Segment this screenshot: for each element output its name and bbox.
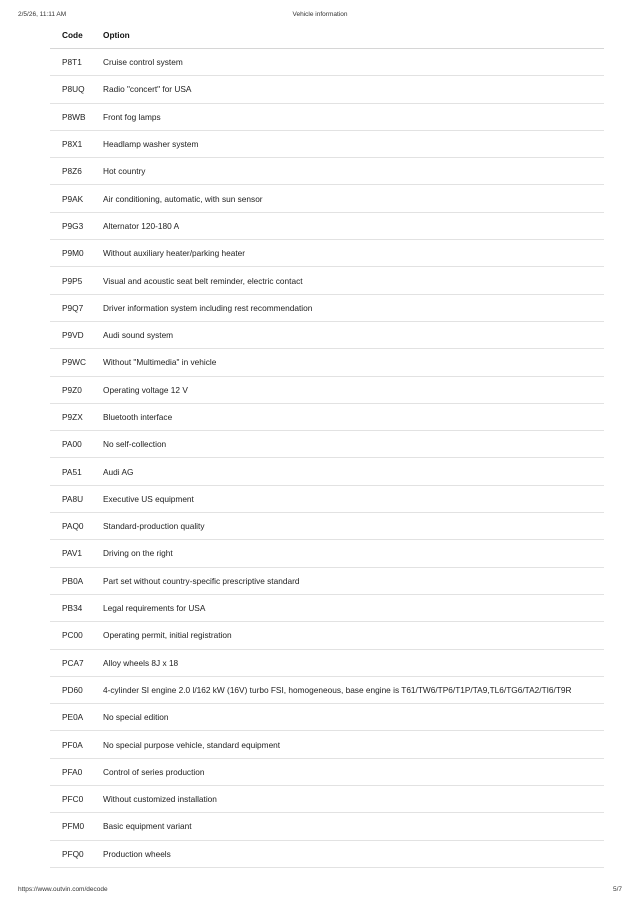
table-row [50,158,604,185]
table-row [50,813,604,840]
option-code-cell: PF0A [50,731,91,758]
option-description-cell: Basic equipment variant [91,813,604,840]
table-row [50,49,604,76]
option-code-cell: P8Z6 [50,158,91,185]
option-description-cell: Air conditioning, automatic, with sun sensor [91,185,604,212]
table-row [50,840,604,867]
option-code-cell: P9P5 [50,267,91,294]
option-description-cell: No special edition [91,704,604,731]
option-code-cell: P8UQ [50,76,91,103]
option-description-cell: Production wheels [91,840,604,867]
print-datetime: 2/5/26, 11:11 AM [18,11,67,18]
option-code-cell: P8T1 [50,49,91,76]
print-header [18,11,622,21]
option-code-cell: P9WC [50,349,91,376]
option-code-cell: PFA0 [50,758,91,785]
option-code-cell: PFC0 [50,786,91,813]
table-row [50,458,604,485]
table-row [50,485,604,512]
option-description-cell: Part set without country-specific prescriptive standard [91,567,604,594]
option-description-cell: Audi sound system [91,321,604,348]
option-code-cell: P8WB [50,103,91,130]
option-code-cell: P9M0 [50,240,91,267]
option-code-cell: PE0A [50,704,91,731]
vehicle-options-table [50,22,604,868]
table-row [50,321,604,348]
option-description-cell: Standard-production quality [91,513,604,540]
table-row [50,704,604,731]
table-header-row [50,22,604,49]
option-code-cell: P9VD [50,321,91,348]
option-code-cell: P9AK [50,185,91,212]
table-row [50,76,604,103]
table-row [50,731,604,758]
option-code-cell: P9ZX [50,403,91,430]
table-row [50,403,604,430]
option-code-cell: PB0A [50,567,91,594]
option-code-cell: PA51 [50,458,91,485]
option-description-cell: Visual and acoustic seat belt reminder, electric contact [91,267,604,294]
table-row [50,676,604,703]
column-header-option: Option [91,22,604,49]
option-description-cell: Headlamp washer system [91,130,604,157]
option-code-cell: P9Z0 [50,376,91,403]
table-row [50,594,604,621]
table-row [50,294,604,321]
option-description-cell: Front fog lamps [91,103,604,130]
table-body [50,49,604,868]
page-number: 5/7 [612,886,622,893]
option-code-cell: P8X1 [50,130,91,157]
option-description-cell: Alternator 120-180 A [91,212,604,239]
table-row [50,540,604,567]
table-row [50,267,604,294]
table-row [50,758,604,785]
table-row [50,376,604,403]
option-description-cell: Control of series production [91,758,604,785]
option-description-cell: No special purpose vehicle, standard equipment [91,731,604,758]
option-description-cell: Operating voltage 12 V [91,376,604,403]
table-row [50,649,604,676]
option-description-cell: Operating permit, initial registration [91,622,604,649]
option-code-cell: PA8U [50,485,91,512]
table-row [50,349,604,376]
table-row [50,567,604,594]
table-row [50,103,604,130]
option-description-cell: Without customized installation [91,786,604,813]
option-code-cell: PA00 [50,431,91,458]
option-code-cell: PFM0 [50,813,91,840]
table-row [50,130,604,157]
option-code-cell: P9G3 [50,212,91,239]
option-description-cell: Driving on the right [91,540,604,567]
option-description-cell: Bluetooth interface [91,403,604,430]
option-description-cell: Audi AG [91,458,604,485]
option-description-cell: Cruise control system [91,49,604,76]
table-row [50,786,604,813]
table-row [50,513,604,540]
option-code-cell: PC00 [50,622,91,649]
table-row [50,185,604,212]
option-code-cell: PCA7 [50,649,91,676]
option-description-cell: Alloy wheels 8J x 18 [91,649,604,676]
option-description-cell: Without auxiliary heater/parking heater [91,240,604,267]
option-code-cell: PB34 [50,594,91,621]
table-row [50,240,604,267]
option-code-cell: PFQ0 [50,840,91,867]
table-row [50,431,604,458]
table-row [50,622,604,649]
column-header-code: Code [50,22,91,49]
option-description-cell: Legal requirements for USA [91,594,604,621]
option-code-cell: PD60 [50,676,91,703]
print-footer [18,886,622,896]
option-description-cell: No self-collection [91,431,604,458]
option-description-cell: Radio "concert" for USA [91,76,604,103]
option-code-cell: P9Q7 [50,294,91,321]
page-title: Vehicle information [292,11,348,18]
table-row [50,212,604,239]
option-description-cell: Driver information system including rest recommendation [91,294,604,321]
option-description-cell: Hot country [91,158,604,185]
option-description-cell: 4-cylinder SI engine 2.0 l/162 kW (16V) turbo FSI, homogeneous, base engine is T61/TW6/TP6/T1P/TA9,TL6/TG6/TA2/TI6/T9R [91,676,604,703]
option-description-cell: Without "Multimedia" in vehicle [91,349,604,376]
option-description-cell: Executive US equipment [91,485,604,512]
option-code-cell: PAQ0 [50,513,91,540]
option-code-cell: PAV1 [50,540,91,567]
page-url: https://www.outvin.com/decode [18,886,108,893]
